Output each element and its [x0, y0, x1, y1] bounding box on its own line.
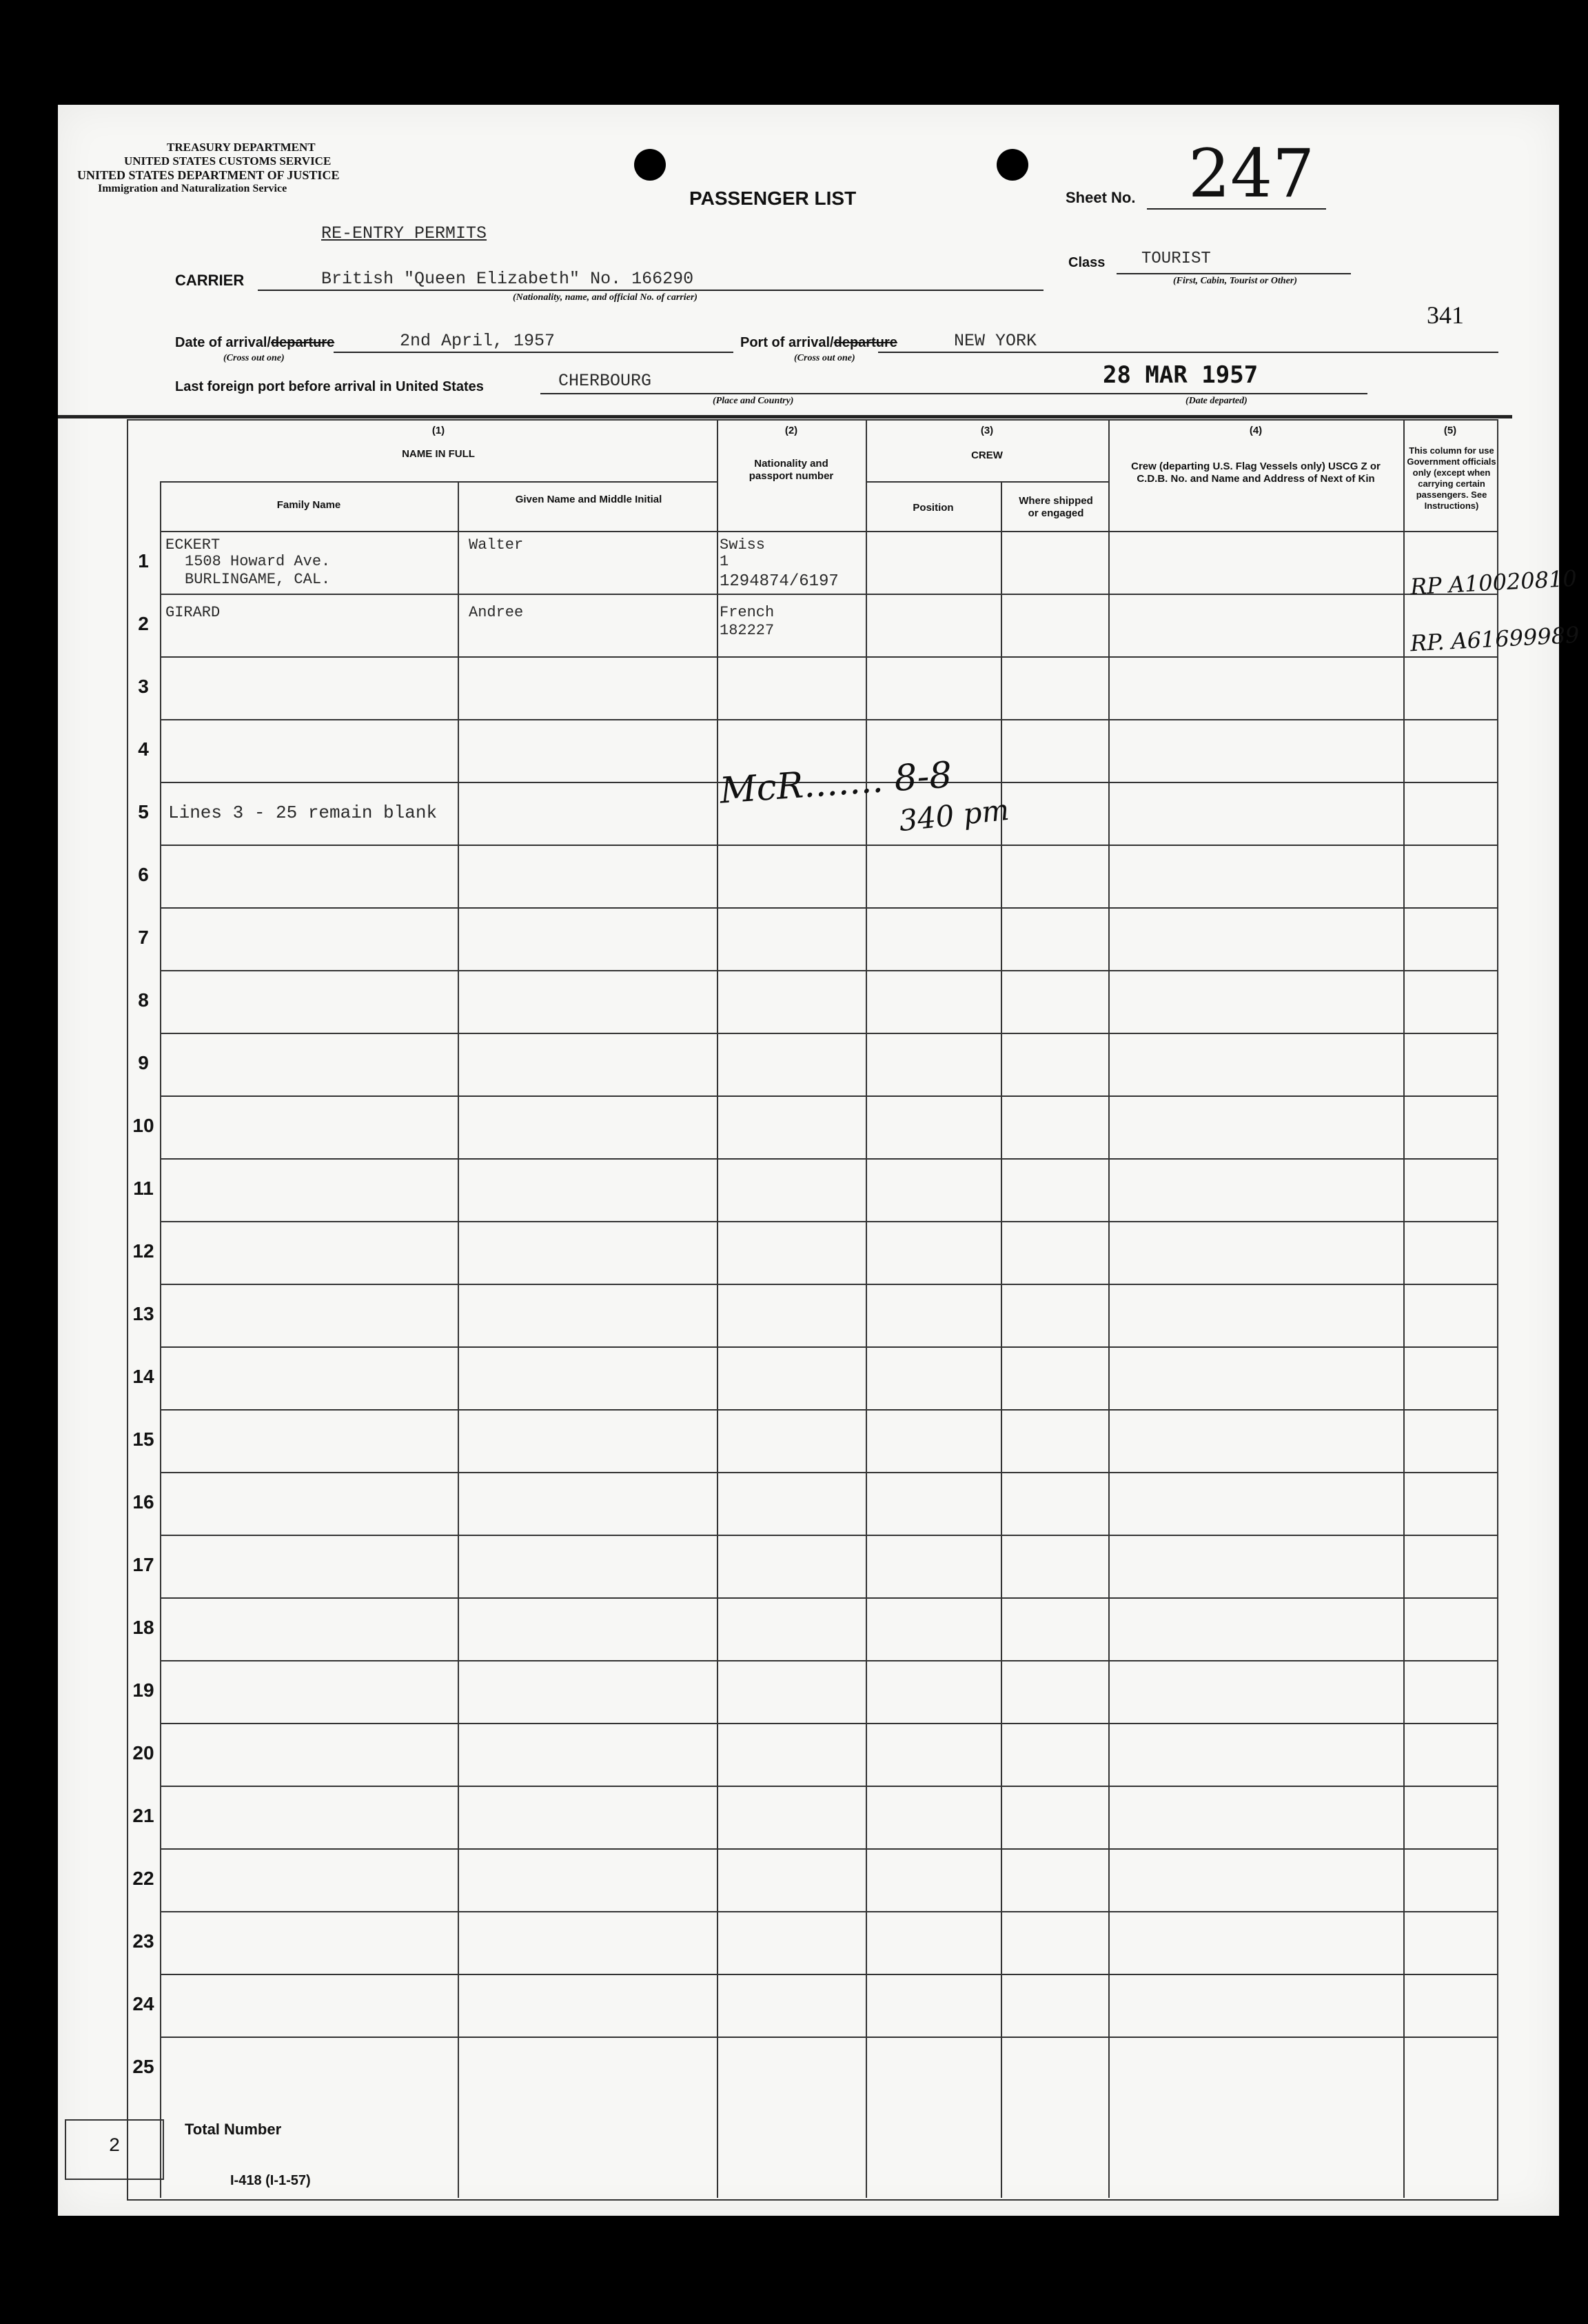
signature-line1: McR....... 8-8	[718, 754, 954, 812]
row-number: 20	[132, 1742, 154, 1764]
port-underline	[878, 352, 1498, 353]
row1-given: Walter	[469, 536, 524, 554]
row-number: 7	[138, 927, 149, 948]
row-number: 17	[132, 1554, 154, 1575]
row-number: 12	[132, 1240, 154, 1262]
carrier-caption: (Nationality, name, and official No. of carrier)	[513, 292, 698, 303]
agency-line-customs: UNITED STATES CUSTOMS SERVICE	[124, 154, 332, 168]
row-number: 23	[132, 1930, 154, 1952]
row-divider	[160, 1409, 1497, 1411]
vline-col2	[866, 419, 867, 2198]
row-divider	[160, 1723, 1497, 1724]
port-value: NEW YORK	[954, 331, 1037, 351]
last-port-underline	[540, 393, 1071, 394]
row-divider	[160, 1911, 1497, 1912]
date-departed-value: 28 MAR 1957	[1103, 361, 1259, 389]
col3-number: (3)	[980, 425, 994, 436]
arrival-struck-word: departure	[270, 335, 335, 350]
row-divider	[160, 1284, 1497, 1285]
class-caption: (First, Cabin, Tourist or Other)	[1173, 276, 1297, 286]
table-border	[127, 419, 1498, 2201]
row-divider	[160, 907, 1497, 909]
row-divider	[160, 1974, 1497, 1975]
row-divider	[160, 1597, 1497, 1599]
port-label-prefix: Port of arrival/	[740, 335, 834, 350]
col2-number: (2)	[784, 425, 798, 436]
row-divider	[160, 719, 1497, 720]
port-label	[740, 335, 897, 351]
row-divider	[160, 1221, 1497, 1222]
arrival-underline	[334, 352, 733, 353]
punch-hole-right	[997, 149, 1028, 181]
row-number: 13	[132, 1303, 154, 1324]
carrier-value: British "Queen Elizabeth" No. 166290	[321, 269, 694, 289]
row-divider	[160, 1158, 1497, 1160]
row1-passport1: 1	[720, 553, 729, 570]
row-divider	[160, 1660, 1497, 1661]
col4-number: (4)	[1249, 425, 1263, 436]
row-number: 25	[132, 2056, 154, 2077]
last-port-caption: (Place and Country)	[713, 396, 794, 406]
col4-title: Crew (departing U.S. Flag Vessels only) USCG Z or C.D.B. No. and Name and Address of Next of Kin	[1131, 461, 1381, 485]
vline-family	[458, 481, 459, 2198]
arrival-value: 2nd April, 1957	[400, 331, 556, 351]
row-divider	[160, 1786, 1497, 1787]
header-subline-col3	[866, 481, 1108, 483]
row-number: 15	[132, 1428, 154, 1450]
row-divider	[160, 970, 1497, 971]
form-number: I-418 (I-1-57)	[230, 2173, 311, 2188]
row-number: 16	[132, 1491, 154, 1513]
row-divider	[160, 845, 1497, 846]
row-number: 10	[132, 1115, 154, 1136]
carrier-underline	[258, 290, 1044, 291]
row-divider	[160, 656, 1497, 658]
class-value: TOURIST	[1141, 250, 1211, 268]
stamp-number: 341	[1427, 301, 1464, 329]
row-divider	[160, 1535, 1497, 1536]
row-divider	[160, 1095, 1497, 1097]
row-number: 14	[132, 1366, 154, 1387]
agency-line-justice: UNITED STATES DEPARTMENT OF JUSTICE	[77, 168, 340, 182]
passenger-list-form	[58, 105, 1580, 2216]
row2-family: GIRARD	[165, 604, 221, 621]
row-number: 21	[132, 1805, 154, 1826]
header-subline-col1	[160, 481, 717, 483]
row2-official-annotation: RP. A61699989	[1409, 621, 1580, 657]
row-number: 4	[138, 738, 149, 760]
row-number: 5	[138, 801, 149, 822]
col5-number: (5)	[1443, 425, 1457, 436]
date-departed-caption: (Date departed)	[1185, 396, 1248, 406]
agency-line-treasury: TREASURY DEPARTMENT	[167, 141, 316, 154]
sheet-number: 247	[1188, 135, 1315, 212]
row-number: 8	[138, 989, 149, 1011]
arrival-label	[175, 335, 334, 351]
form-title: PASSENGER LIST	[689, 188, 857, 209]
last-port-label: Last foreign port before arrival in United States	[175, 379, 484, 394]
row2-nationality: French	[720, 604, 775, 621]
row-divider	[160, 2037, 1497, 2038]
vline-col3	[1108, 419, 1110, 2198]
vline-col4	[1403, 419, 1405, 2198]
vline-rownum	[160, 481, 161, 2198]
col2-title: Nationality and passport number	[749, 458, 834, 482]
class-label: Class	[1068, 255, 1106, 270]
row-number: 6	[138, 864, 149, 885]
agency-line-ins: Immigration and Naturalization Service	[98, 183, 287, 194]
passenger-table	[127, 419, 1580, 2201]
table-top-rule	[58, 415, 1512, 418]
row-number: 9	[138, 1052, 149, 1073]
row1-nationality: Swiss	[720, 536, 766, 554]
arrival-label-prefix: Date of arrival/	[175, 335, 271, 350]
total-label: Total Number	[185, 2121, 282, 2138]
row-number: 19	[132, 1679, 154, 1701]
sheet-label: Sheet No.	[1066, 189, 1136, 206]
col3-title: CREW	[971, 449, 1003, 461]
col1-title: NAME IN FULL	[402, 448, 475, 460]
arrival-caption: (Cross out one)	[223, 353, 285, 363]
shipped-heading: Where shipped or engaged	[1019, 495, 1093, 519]
class-underline	[1117, 273, 1351, 274]
row-number: 2	[138, 613, 149, 634]
vline-position	[1001, 481, 1002, 2198]
row-number: 22	[132, 1868, 154, 1889]
position-heading: Position	[913, 502, 954, 514]
row-number: 1	[138, 550, 149, 572]
row2-given: Andree	[469, 604, 524, 621]
re-entry-permits: RE-ENTRY PERMITS	[321, 223, 487, 243]
row-number: 24	[132, 1993, 154, 2014]
row-divider	[160, 1848, 1497, 1850]
total-value: 2	[108, 2136, 121, 2157]
given-name-heading: Given Name and Middle Initial	[515, 494, 662, 505]
col1-number: (1)	[431, 425, 445, 436]
row1-address1: 1508 Howard Ave.	[185, 553, 331, 570]
col5-title: This column for use Government officials only (except when carrying certain passengers. See Instructions)	[1407, 445, 1496, 511]
port-caption: (Cross out one)	[794, 353, 855, 363]
last-port-value: CHERBOURG	[558, 371, 652, 391]
signature-line2: 340 pm	[897, 792, 1011, 838]
header-bottom	[160, 531, 1497, 532]
row-number: 3	[138, 676, 149, 697]
date-departed-underline	[1023, 393, 1367, 394]
row-number: 18	[132, 1617, 154, 1638]
port-struck-word: departure	[833, 335, 897, 350]
family-name-heading: Family Name	[276, 499, 341, 511]
row-divider	[160, 1472, 1497, 1473]
row1-address2: BURLINGAME, CAL.	[185, 571, 331, 588]
carrier-label: CARRIER	[175, 272, 245, 289]
row1-official-annotation: RP A10020810	[1409, 565, 1578, 600]
row1-passport2: 1294874/6197	[720, 572, 839, 591]
row-number: 11	[133, 1178, 154, 1199]
row-divider	[160, 1346, 1497, 1348]
row-divider	[160, 594, 1497, 595]
row-divider	[160, 1033, 1497, 1034]
agency-header	[77, 141, 339, 196]
row2-passport: 182227	[720, 622, 775, 639]
blank-lines-note: Lines 3 - 25 remain blank	[168, 802, 438, 823]
punch-hole-left	[634, 149, 666, 181]
row1-family: ECKERT	[165, 536, 221, 554]
vline-col1	[717, 419, 718, 2198]
